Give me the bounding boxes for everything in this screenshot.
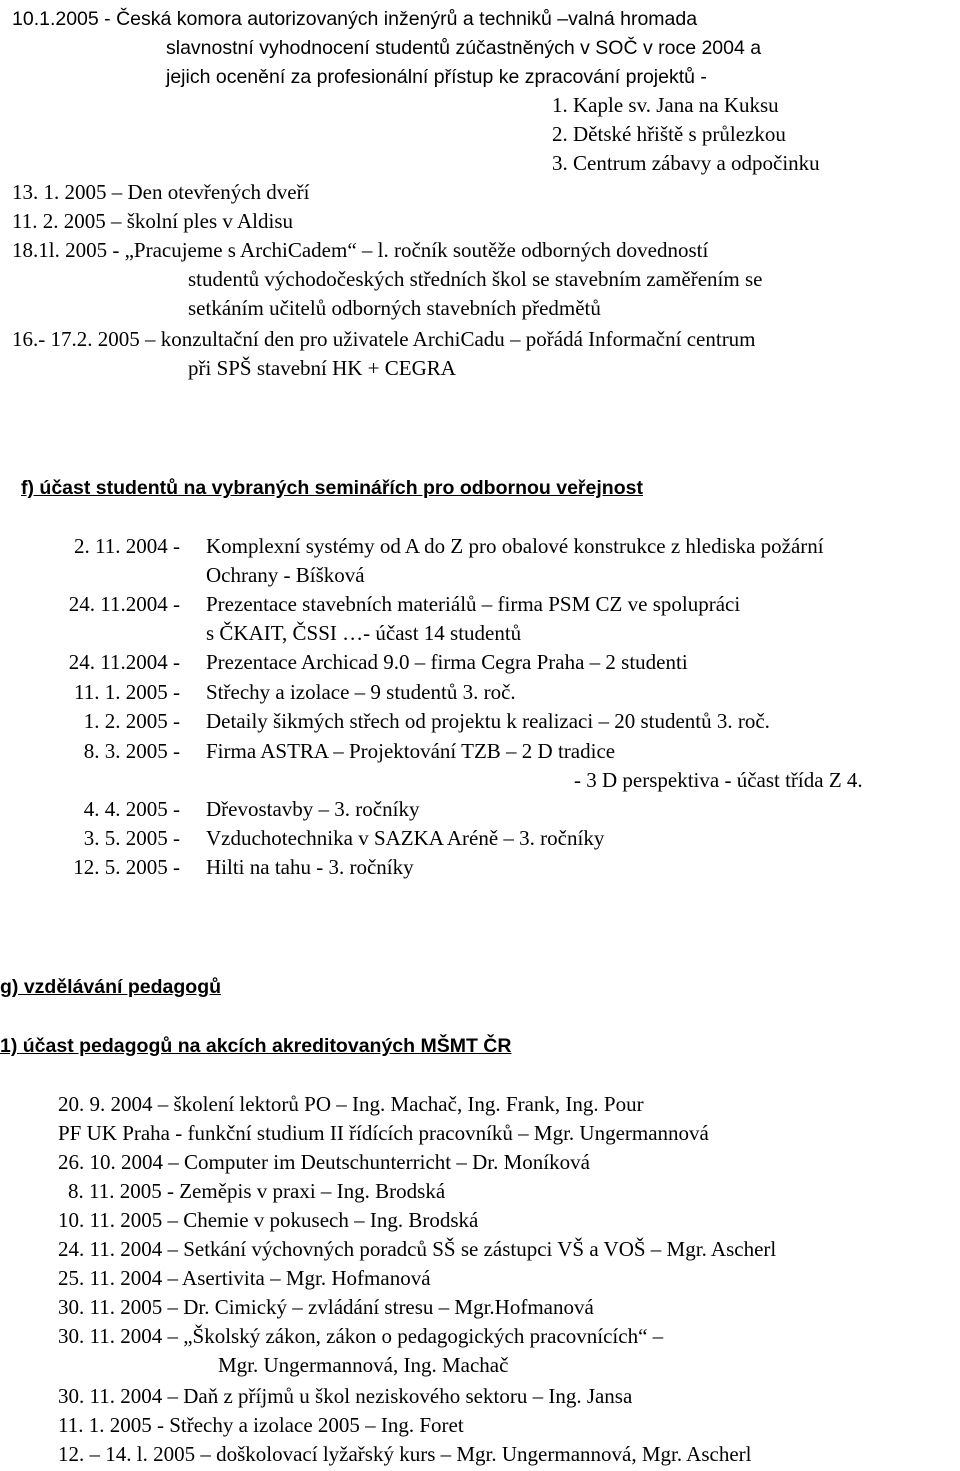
archicad-line-3: setkáním učitelů odborných stavebních předmětů (188, 296, 601, 320)
seminar-text: Prezentace Archicad 9.0 – firma Cegra Praha – 2 studenti (206, 650, 688, 674)
section-f-heading: f) účast studentů na vybraných seminářích pro odbornou veřejnost (21, 477, 643, 499)
training-item: 30. 11. 2004 – „Školský zákon, zákon o pedagogických pracovnících“ – (58, 1324, 664, 1348)
seminar-date: 11. 1. 2005 - (74, 680, 180, 704)
seminar-text: Hilti na tahu - 3. ročníky (206, 855, 414, 879)
section-g-subheading: 1) účast pedagogů na akcích akreditovaných MŠMT ČR (0, 1035, 512, 1057)
event-line-2: slavnostní vyhodnocení studentů zúčastněných v SOČ v roce 2004 a (166, 37, 762, 59)
consult-line-2: při SPŠ stavební HK + CEGRA (188, 356, 456, 380)
archicad-line-2: studentů východočeských středních škol se stavebním zaměřením se (188, 267, 763, 291)
training-item: 26. 10. 2004 – Computer im Deutschunterricht – Dr. Moníková (58, 1150, 590, 1174)
seminar-date: 4. 4. 2005 - (83, 797, 180, 821)
school-ball-line: 11. 2. 2005 – školní ples v Aldisu (12, 209, 293, 233)
seminar-text: Prezentace stavebních materiálů – firma PSM CZ ve spolupráci (206, 592, 741, 616)
seminar-text: Detaily šikmých střech od projektu k realizaci – 20 studentů 3. roč. (206, 709, 770, 733)
training-item: 30. 11. 2004 – Daň z příjmů u škol neziskového sektoru – Ing. Jansa (58, 1384, 633, 1408)
open-day-line: 13. 1. 2005 – Den otevřených dveří (12, 180, 310, 204)
seminar-date: 24. 11.2004 - (68, 592, 180, 616)
training-item: 10. 11. 2005 – Chemie v pokusech – Ing. Brodská (58, 1208, 479, 1232)
seminar-date: 2. 11. 2004 - (74, 534, 180, 558)
section-g-heading: g) vzdělávání pedagogů (0, 976, 222, 998)
archicad-line-1: 18.1l. 2005 - „Pracujeme s ArchiCadem“ – l. ročník soutěže odborných dovedností (12, 238, 709, 262)
training-item: 30. 11. 2005 – Dr. Cimický – zvládání stresu – Mgr.Hofmanová (58, 1295, 594, 1319)
training-item: 12. – 14. l. 2005 – doškolovací lyžařský kurs – Mgr. Ungermannová, Mgr. Ascherl (58, 1442, 752, 1466)
training-item: 20. 9. 2004 – školení lektorů PO – Ing. Machač, Ing. Frank, Ing. Pour (58, 1092, 644, 1116)
seminar-date: 12. 5. 2005 - (73, 855, 180, 879)
project-item-1: 1. Kaple sv. Jana na Kuksu (552, 93, 779, 117)
seminar-text: Střechy a izolace – 9 studentů 3. roč. (206, 680, 516, 704)
consult-line-1: 16.- 17.2. 2005 – konzultační den pro uživatele ArchiCadu – pořádá Informační centrum (12, 327, 756, 351)
seminar-text: Vzduchotechnika v SAZKA Aréně – 3. ročníky (206, 826, 605, 850)
training-item: 8. 11. 2005 - Zeměpis v praxi – Ing. Brodská (68, 1179, 446, 1203)
training-item: 11. 1. 2005 - Střechy a izolace 2005 – Ing. Foret (58, 1413, 464, 1437)
seminar-text: Komplexní systémy od A do Z pro obalové konstrukce z hlediska požární (206, 534, 824, 558)
seminar-text: Dřevostavby – 3. ročníky (206, 797, 420, 821)
training-item: Mgr. Ungermannová, Ing. Machač (218, 1353, 509, 1377)
seminar-date: 3. 5. 2005 - (83, 826, 180, 850)
seminar-text: Firma ASTRA – Projektování TZB – 2 D tradice (206, 739, 616, 763)
seminar-date: 1. 2. 2005 - (83, 709, 180, 733)
seminar-date: 8. 3. 2005 - (83, 739, 180, 763)
training-item: 24. 11. 2004 – Setkání výchovných poradců SŠ se zástupci VŠ a VOŠ – Mgr. Ascherl (58, 1237, 777, 1261)
project-item-2: 2. Dětské hřiště s průlezkou (552, 122, 786, 146)
seminar-text: Ochrany - Bíšková (206, 563, 365, 587)
project-item-3: 3. Centrum zábavy a odpočinku (552, 151, 820, 175)
event-line-3: jejich ocenění za profesionální přístup ke zpracování projektů - (166, 66, 707, 88)
seminar-text: - 3 D perspektiva - účast třída Z 4. (574, 768, 863, 792)
training-item: 25. 11. 2004 – Asertivita – Mgr. Hofmanová (58, 1266, 431, 1290)
seminar-text: s ČKAIT, ČSSI …- účast 14 studentů (206, 621, 522, 645)
training-item: PF UK Praha - funkční studium II řídících pracovníků – Mgr. Ungermannová (58, 1121, 709, 1145)
seminar-date: 24. 11.2004 - (68, 650, 180, 674)
event-line-1: 10.1.2005 - Česká komora autorizovaných inženýrů a techniků –valná hromada (12, 8, 698, 30)
